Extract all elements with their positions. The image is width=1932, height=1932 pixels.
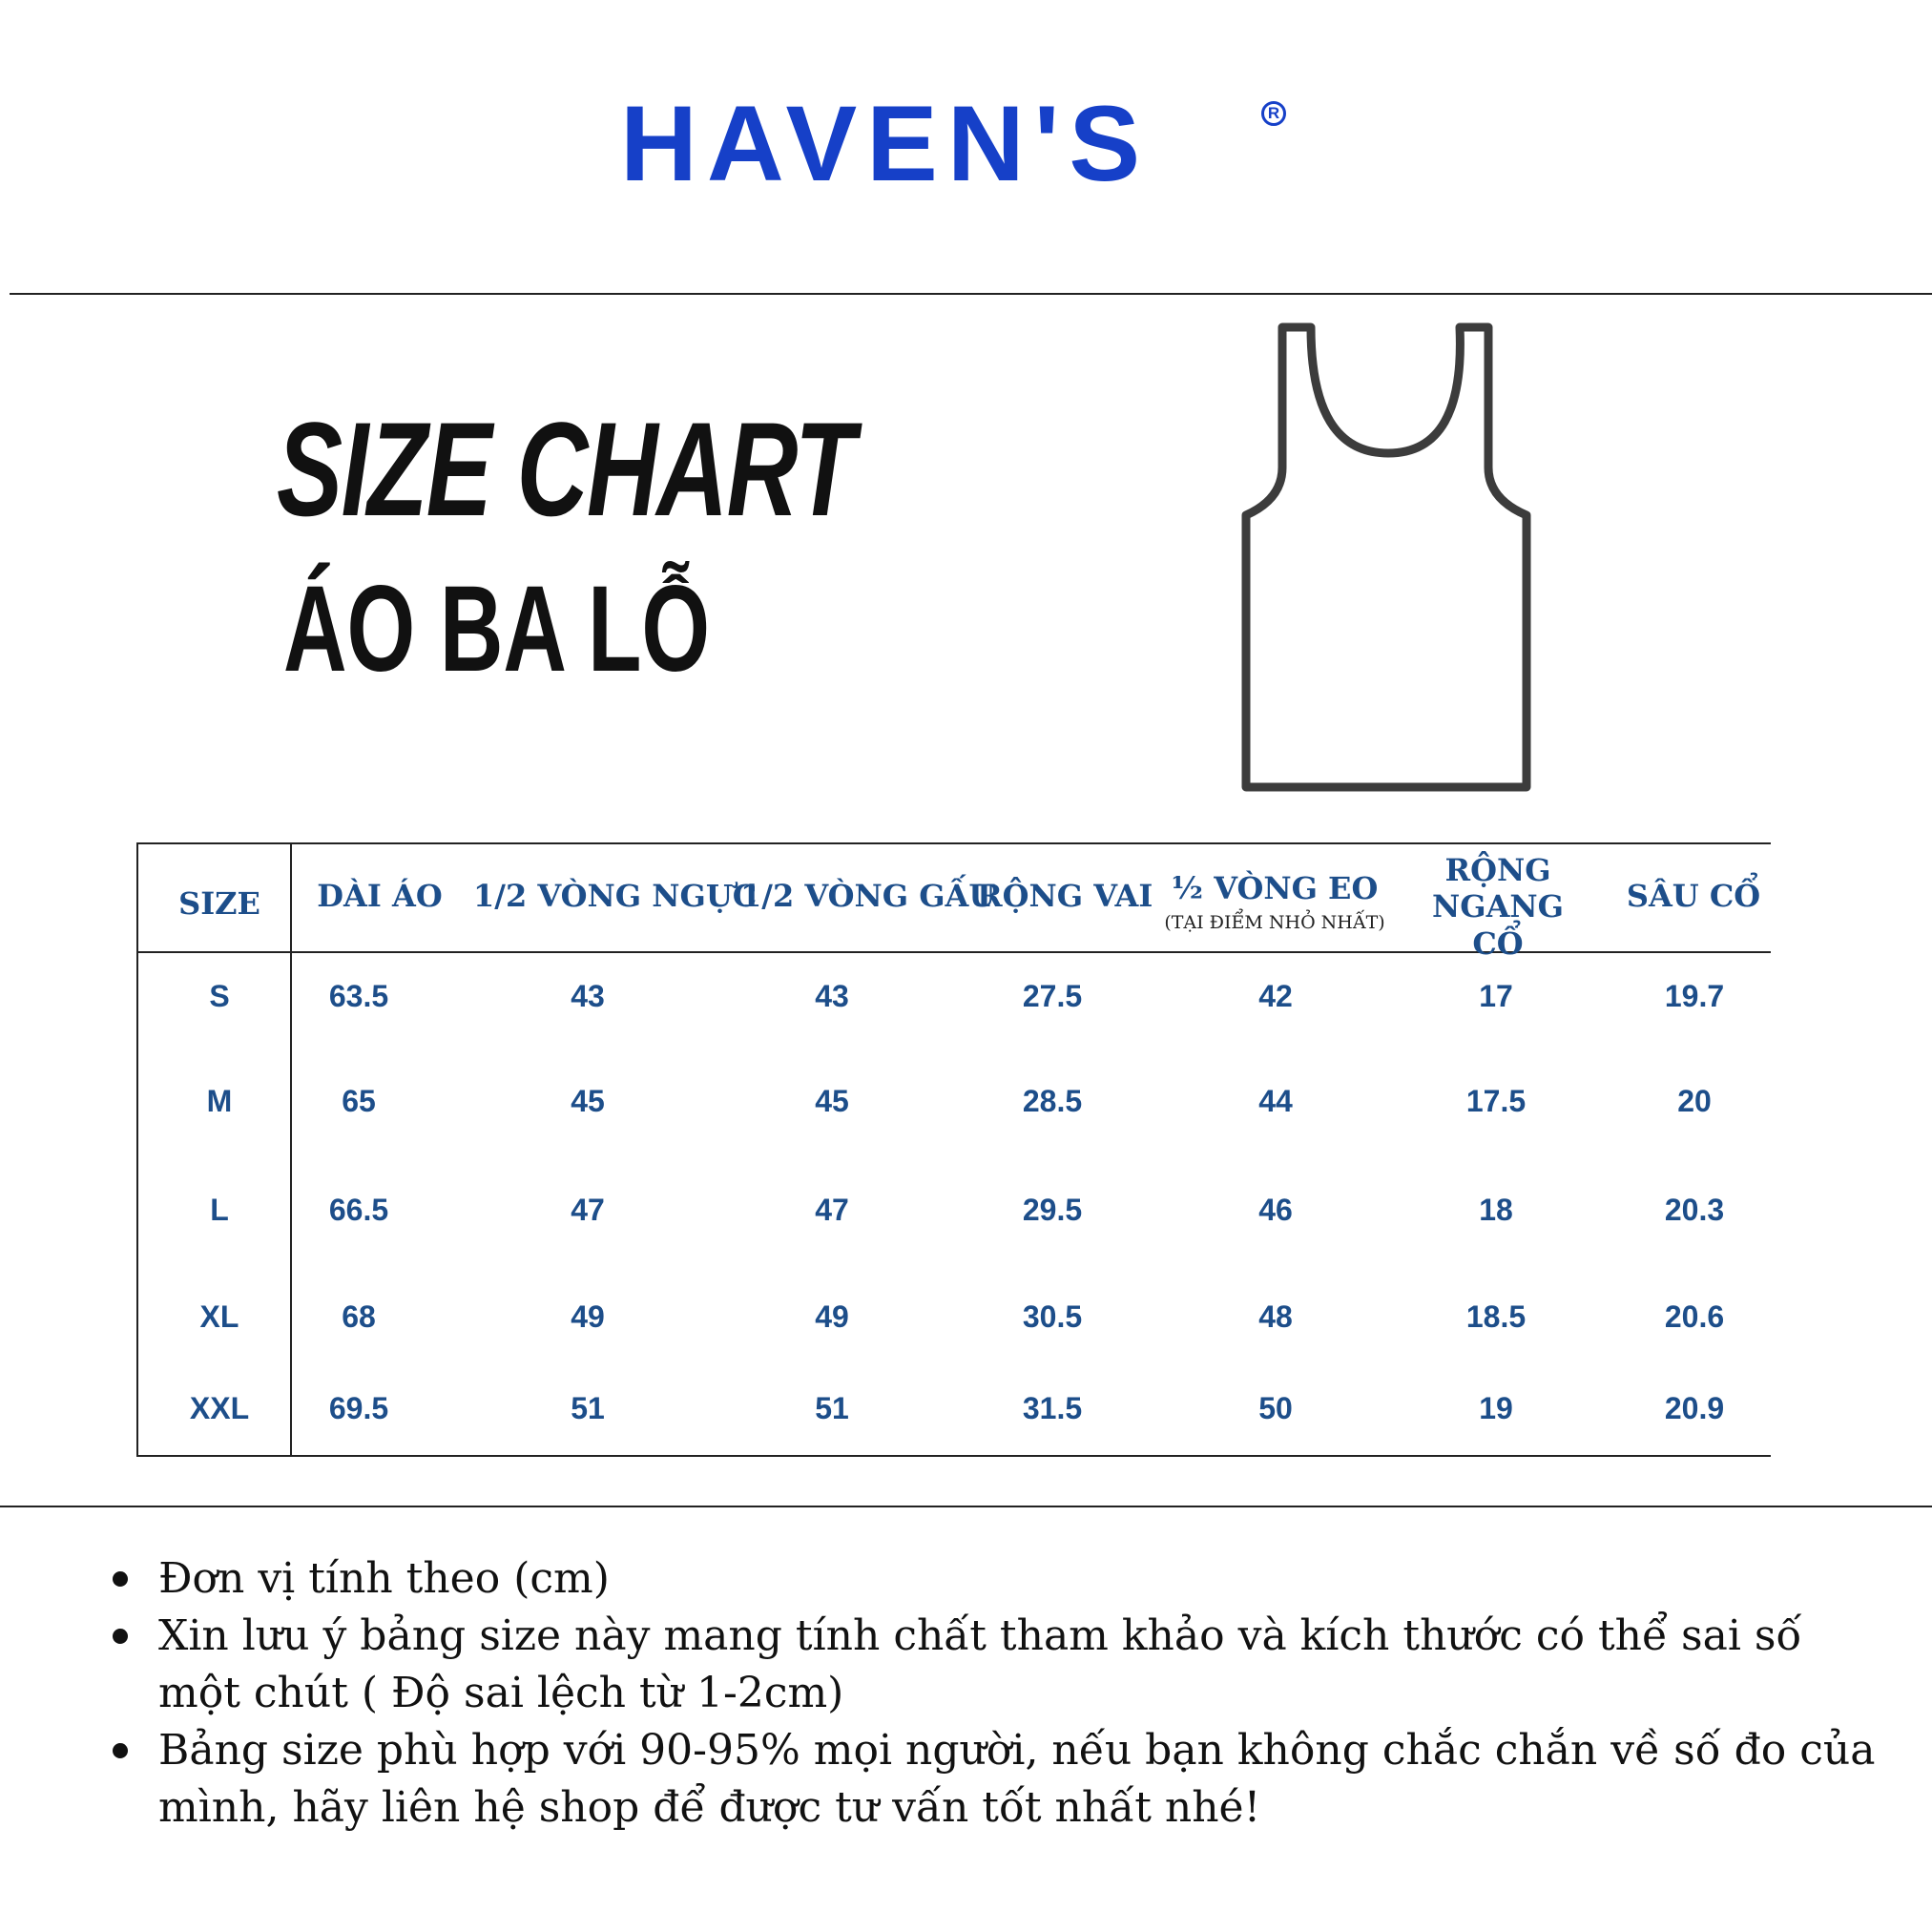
cell-rong-ngang-co: 19 <box>1479 1391 1513 1425</box>
header-vong-nguc: 1/2 VÒNG NGỰC <box>473 878 758 914</box>
header-dai-ao: DÀI ÁO <box>317 878 443 914</box>
registered-mark-icon: R <box>1261 101 1286 126</box>
cell-vong-eo: 42 <box>1258 979 1293 1013</box>
cell-vong-nguc: 49 <box>571 1299 605 1334</box>
header-vong-eo-label: ½ VÒNG EO <box>1171 870 1379 906</box>
table-bottom-border <box>137 1455 1771 1457</box>
cell-size: M <box>206 1084 233 1118</box>
cell-rong-vai: 27.5 <box>1022 979 1083 1013</box>
cell-dai-ao: 68 <box>342 1299 376 1334</box>
header-rong-vai: RỘNG VAI <box>977 878 1153 914</box>
cell-vong-gau: 49 <box>815 1299 849 1334</box>
cell-vong-nguc: 51 <box>571 1391 605 1425</box>
cell-vong-eo: 50 <box>1258 1391 1293 1425</box>
header-vong-eo <box>1160 870 1389 934</box>
cell-rong-vai: 29.5 <box>1022 1193 1083 1227</box>
list-item <box>113 1608 1887 1722</box>
notes-list <box>113 1550 1887 1837</box>
cell-sau-co: 20.6 <box>1664 1299 1725 1334</box>
cell-sau-co: 19.7 <box>1664 979 1725 1013</box>
cell-rong-ngang-co: 17 <box>1479 979 1513 1013</box>
cell-rong-vai: 28.5 <box>1022 1084 1083 1118</box>
cell-rong-ngang-co: 17.5 <box>1465 1084 1527 1118</box>
cell-vong-nguc: 43 <box>571 979 605 1013</box>
cell-vong-eo: 46 <box>1258 1193 1293 1227</box>
cell-size: S <box>209 979 230 1013</box>
list-item <box>113 1722 1887 1837</box>
cell-vong-eo: 44 <box>1258 1084 1293 1118</box>
header-sau-co: SÂU CỔ <box>1626 878 1761 914</box>
header-vong-gau: 1/2 VÒNG GẤU <box>740 878 996 914</box>
cell-dai-ao: 69.5 <box>328 1391 389 1425</box>
cell-vong-nguc: 45 <box>571 1084 605 1118</box>
bottom-divider <box>0 1506 1932 1507</box>
cell-size: XL <box>199 1299 239 1334</box>
cell-rong-ngang-co: 18 <box>1479 1193 1513 1227</box>
page-subtitle: ÁO BA LỖ <box>283 561 711 697</box>
cell-vong-eo: 48 <box>1258 1299 1293 1334</box>
cell-size: XXL <box>189 1391 250 1425</box>
cell-size: L <box>210 1193 229 1227</box>
cell-rong-vai: 30.5 <box>1022 1299 1083 1334</box>
tank-top-icon <box>1231 320 1546 797</box>
bullet-icon <box>113 1743 128 1758</box>
cell-rong-ngang-co: 18.5 <box>1465 1299 1527 1334</box>
note-text: Bảng size phù hợp với 90-95% mọi người, nếu bạn không chắc chắn về số đo của mình, hãy liên hệ shop để được tư vấn tốt nhất nhé! <box>158 1726 1876 1832</box>
cell-vong-gau: 51 <box>815 1391 849 1425</box>
cell-sau-co: 20.3 <box>1664 1193 1725 1227</box>
cell-rong-vai: 31.5 <box>1022 1391 1083 1425</box>
bullet-icon <box>113 1571 128 1587</box>
page-title: SIZE CHART <box>277 394 854 544</box>
top-divider <box>10 293 1932 295</box>
cell-sau-co: 20 <box>1677 1084 1712 1118</box>
list-item <box>113 1550 1887 1608</box>
cell-vong-gau: 45 <box>815 1084 849 1118</box>
cell-vong-nguc: 47 <box>571 1193 605 1227</box>
cell-dai-ao: 63.5 <box>328 979 389 1013</box>
note-text: Xin lưu ý bảng size này mang tính chất tham khảo và kích thước có thể sai số một chút ( Độ sai lệch từ 1-2cm) <box>158 1611 1802 1717</box>
cell-sau-co: 20.9 <box>1664 1391 1725 1425</box>
note-text: Đơn vị tính theo (cm) <box>158 1554 610 1603</box>
table-size-divider <box>290 842 292 1457</box>
table-left-border <box>136 842 138 1457</box>
header-vong-eo-note: (TẠI ĐIỂM NHỎ NHẤT) <box>1164 912 1385 934</box>
cell-dai-ao: 66.5 <box>328 1193 389 1227</box>
cell-vong-gau: 47 <box>815 1193 849 1227</box>
header-rong-ngang-co: RỘNG NGANG CỔ <box>1432 852 1564 962</box>
table-top-border <box>137 842 1771 844</box>
brand-logo: HAVEN'S <box>620 84 1151 203</box>
cell-vong-gau: 43 <box>815 979 849 1013</box>
cell-dai-ao: 65 <box>342 1084 376 1118</box>
header-size: SIZE <box>178 885 260 922</box>
bullet-icon <box>113 1629 128 1644</box>
